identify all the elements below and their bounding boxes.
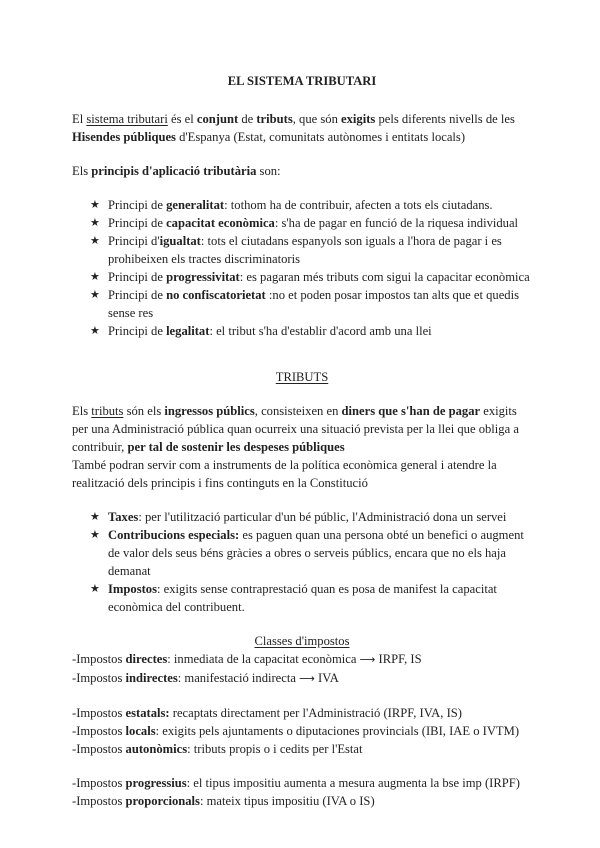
star-icon: ★ — [90, 198, 100, 211]
tax-class-line: -Impostos indirectes: manifestació indirecta ⟶ IVA — [72, 671, 339, 685]
principle-item: ★ Principi de capacitat econòmica: s'ha de pagar en funció de la riquesa individual — [90, 216, 519, 230]
intro-paragraph: El sistema tributari és el conjunt de tributs, que són exigits pels diferents nivells de les Hisendes públiques d'Espanya (Estat, comunitats autònomes i entitats locals) — [72, 112, 515, 144]
tribut-type-item: ★ Taxes: per l'utilització particular d'un bé públic, l'Administració dona un servei — [90, 510, 507, 524]
principle-item: ★ Principi de generalitat: tothom ha de contribuir, afecten a tots els ciutadans. — [90, 198, 493, 212]
arrow-right-icon: ⟶ — [359, 653, 376, 666]
classes-group-territorial — [72, 704, 532, 758]
principles-list — [72, 196, 532, 340]
principles-intro: Els principis d'aplicació tributària son: — [72, 164, 281, 178]
principle-item: ★ Principi de no confiscatorietat :no et poden posar impostos tan alts que et quedis sense res — [90, 288, 519, 320]
document-page — [72, 72, 532, 810]
term-sistema-tributari: sistema tributari — [86, 112, 168, 126]
star-icon: ★ — [90, 270, 100, 283]
star-icon: ★ — [90, 324, 100, 337]
star-icon: ★ — [90, 510, 100, 523]
tax-class-line: -Impostos proporcionals: mateix tipus impositiu (IVA o IS) — [72, 794, 375, 808]
tribut-type-item: ★ Impostos: exigits sense contraprestació quan es posa de manifest la capacitat econòmica del contribuent. — [90, 582, 497, 614]
arrow-right-icon: ⟶ — [299, 672, 315, 685]
classes-group-direct-indirect — [72, 650, 532, 688]
star-icon: ★ — [90, 528, 100, 541]
tribut-type-item: ★ Contribucions especials: es paguen quan una persona obté un benefici o augment de valor dels seus béns gràcies a obres o serveis públics, encara que no els haja demanat — [90, 528, 524, 578]
star-icon: ★ — [90, 216, 100, 229]
document-title: EL SISTEMA TRIBUTARI — [227, 74, 377, 88]
tax-class-line: -Impostos estatals: recaptats directament per l'Administració (IRPF, IVA, IS) — [72, 706, 462, 720]
star-icon: ★ — [90, 288, 100, 301]
classes-group-rate — [72, 774, 532, 810]
term-tributs: tributs — [91, 404, 124, 418]
principle-item: ★ Principi d'igualtat: tots el ciutadans espanyols son iguals a l'hora de pagar i es prohibeixen els tractes discriminatoris — [90, 234, 502, 266]
tax-class-line: -Impostos autonòmics: tributs propis o i cedits per l'Estat — [72, 742, 363, 756]
principle-item: ★ Principi de progressivitat: es pagaran més tributs com sigui la capacitar econòmica — [90, 270, 530, 284]
tributs-heading: TRIBUTS — [275, 370, 329, 384]
tax-class-line: -Impostos progressius: el tipus impositiu aumenta a mesura augmenta la bse imp (IRPF) — [72, 776, 520, 790]
classes-heading: Classes d'impostos — [254, 634, 350, 648]
tribut-types-list — [72, 508, 532, 616]
tributs-definition: Els tributs són els ingressos públics, consisteixen en diners que s'han de pagar exigits per una Administració pública quan ocurreix una situació prevista per la llei que obliga a contribuir, per tal de sostenir les despeses públiques — [72, 404, 519, 454]
principle-item: ★ Principi de legalitat: el tribut s'ha d'establir d'acord amb una llei — [90, 324, 432, 338]
tributs-instruments: També podran servir com a instruments de la política econòmica general i atendre la realització dels principis i fins continguts en la Constitució — [72, 458, 497, 490]
tax-class-line: -Impostos locals: exigits pels ajuntaments o diputaciones provincials (IBI, IAE o IVTM) — [72, 724, 520, 738]
tax-class-line: -Impostos directes: inmediata de la capacitat econòmica ⟶ IRPF, IS — [72, 652, 422, 666]
star-icon: ★ — [90, 234, 100, 247]
star-icon: ★ — [90, 582, 100, 595]
